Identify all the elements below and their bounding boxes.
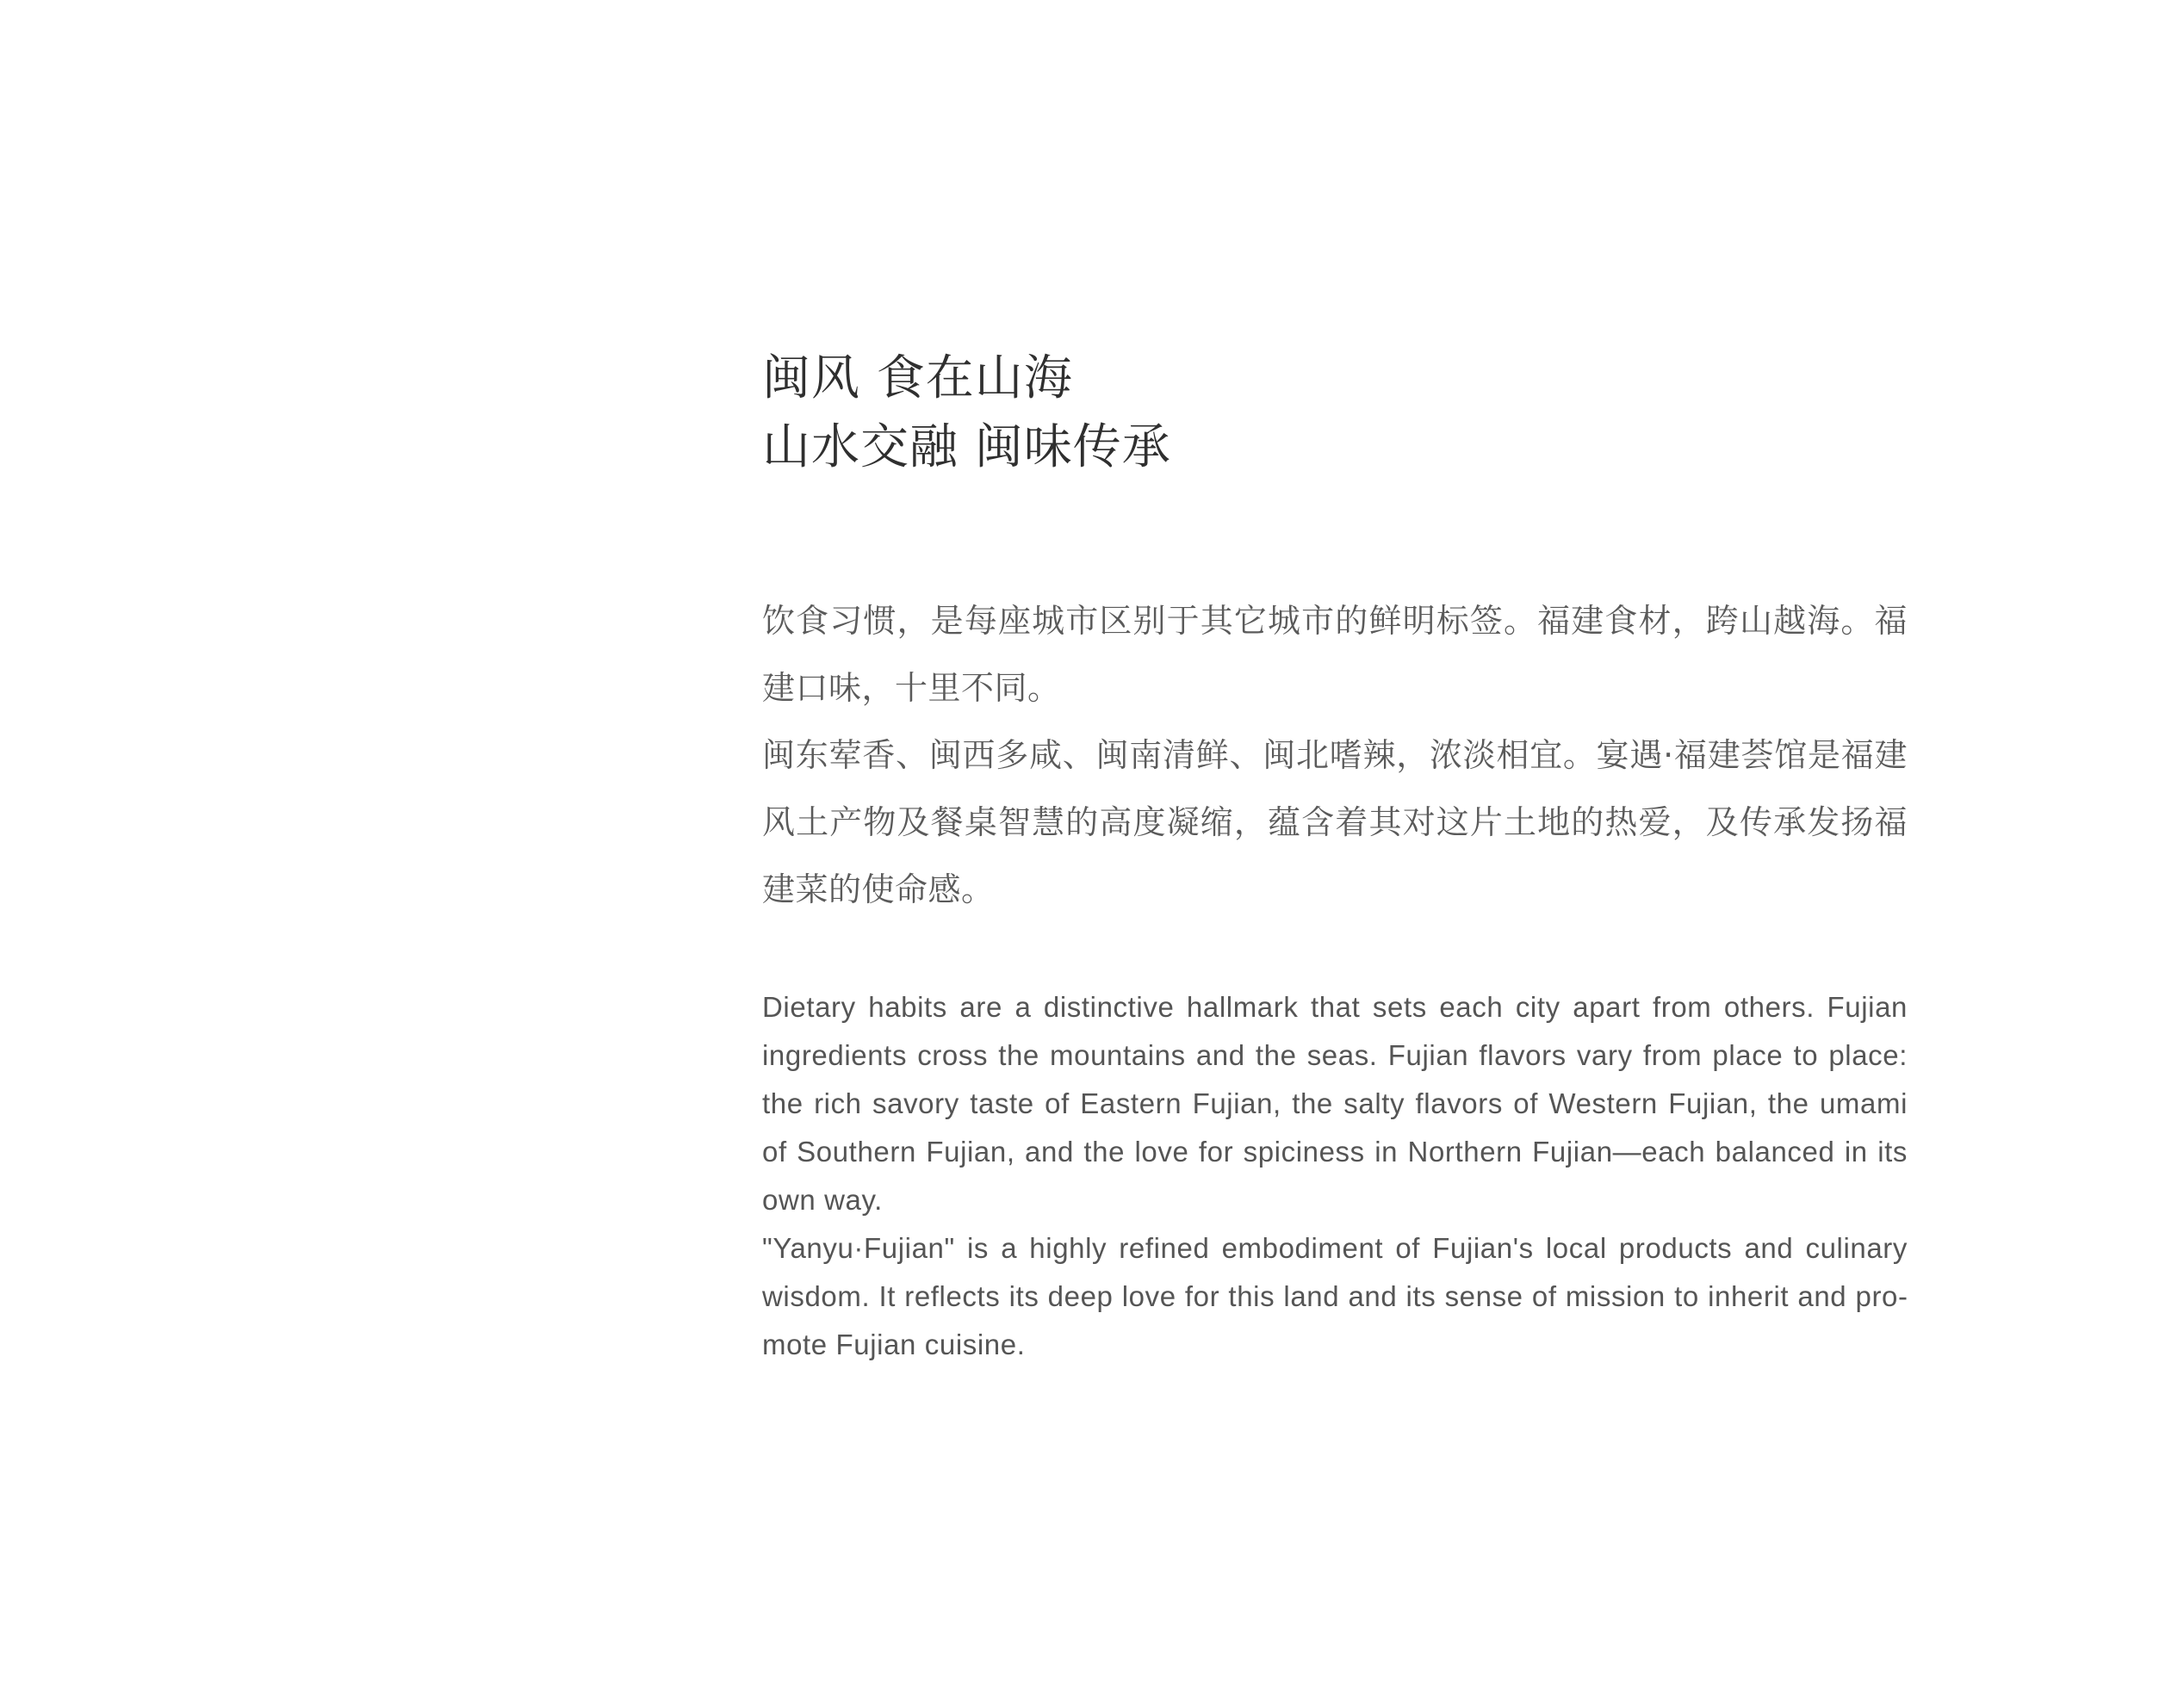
page-title	[762, 344, 1908, 482]
english-paragraph-2: "Yanyu·Fujian" is a highly refined embodiment of Fujian's local products and culinary wisdom. It reflects its deep love for this land and its sense of mission to inherit and promote Fujian cuisine.	[762, 1232, 1908, 1360]
chinese-body	[762, 587, 1908, 923]
chinese-paragraph-1: 饮食习惯，是每座城市区别于其它城市的鲜明标签。福建食材，跨山越海。福建口味，十里不同。	[762, 602, 1908, 707]
title-line-1: 闽风 食在山海	[762, 350, 1073, 406]
english-body	[762, 983, 1908, 1369]
chinese-paragraph-2: 闽东荤香、闽西多咸、闽南清鲜、闽北嗜辣，浓淡相宜。宴遇·福建荟馆是福建风土产物及餐桌智慧的高度凝缩，蕴含着其对这片土地的热爱，及传承发扬福建菜的使命感。	[762, 736, 1908, 908]
article-content	[762, 344, 1908, 1369]
english-paragraph-1: Dietary habits are a distinctive hallmark that sets each city apart from others. Fujian ingredients cross the mountains and the seas. Fujian flavors vary from place to place: the rich savory taste of Eastern Fujian, the salty flavors of Western Fujian, the umami of Southern Fujian, and the love for spiciness in Northern Fujian—each balanced in its own way.	[762, 991, 1908, 1216]
title-line-2: 山水交融 闽味传承	[762, 419, 1171, 475]
